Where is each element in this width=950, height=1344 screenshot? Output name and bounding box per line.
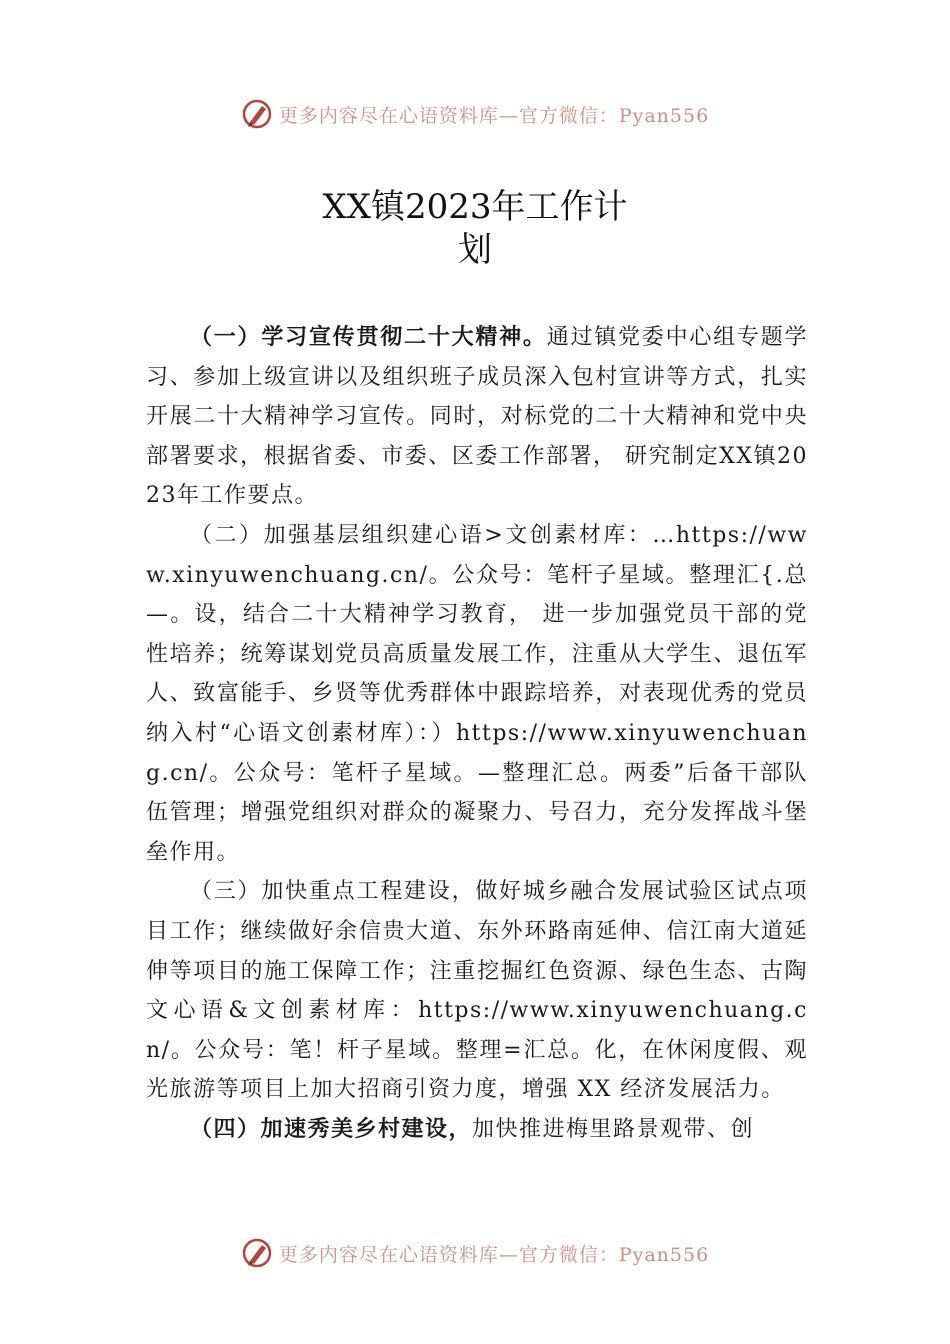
title-line-2: 划 xyxy=(458,230,492,270)
footer-banner-text: 更多内容尽在心语资料库—官方微信：Pyan556 xyxy=(278,1243,710,1266)
paragraph-1 xyxy=(146,318,808,516)
paragraph-1-text: 通过镇党委中心组专题学习、参加上级宣讲以及组织班子成员深入包村宣讲等方式，扎实开展二十大精神学习宣传。同时，对标党的二十大精神和党中央部署要求，根据省委、市委、区委工作部署， 研究制定XX镇2023年工作要点。 xyxy=(146,325,808,509)
paragraph-1-lead: （一）学习宣传贯彻二十大精神。 xyxy=(190,324,547,350)
paragraph-4-lead: （四）加速秀美乡村建设， xyxy=(190,1115,473,1142)
pen-logo-icon xyxy=(241,98,273,130)
document-body xyxy=(146,318,808,1149)
header-banner xyxy=(0,94,950,134)
page-title xyxy=(0,186,950,272)
pen-logo-icon xyxy=(241,1237,273,1269)
footer-banner xyxy=(0,1233,950,1273)
paragraph-4 xyxy=(146,1110,808,1150)
paragraph-2-text: （二）加强基层组织建心语>文创素材库：…https://www.xinyuwenchuang.cn/。公众号：笔杆子星域。整理汇{.总—。设，结合二十大精神学习教育， 进一步加强党员干部的党性培养；统筹谋划党员高质量发展工作，注重从大学生、退伍军人、致富能手、乡贤等优秀群体中跟踪培养，对表现优秀的党员纳入村“心语文创素材库）：）https://www.xinyuwenchuang.cn/。公众号：笔杆子星域。—整理汇总。两委”后备干部队伍管理；增强党组织对群众的凝聚力、号召力，充分发挥战斗堡垒作用。 xyxy=(146,522,808,865)
title-line-1: XX镇2023年工作计 xyxy=(322,187,628,227)
paragraph-4-text: 加快推进梅里路景观带、创 xyxy=(472,1116,755,1142)
paragraph-3 xyxy=(146,872,808,1110)
paragraph-2 xyxy=(146,516,808,872)
header-banner-text: 更多内容尽在心语资料库—官方微信：Pyan556 xyxy=(278,104,710,127)
paragraph-3-text: （三）加快重点工程建设，做好城乡融合发展试验区试点项目工作；继续做好余信贵大道、东外环路南延伸、信江南大道延伸等项目的施工保障工作；注重挖掘红色资源、绿色生态、古陶文心语&文创素材库：https://www.xinyuwenchuang.cn/。公众号：笔！杆子星域。整理=汇总。化，在休闲度假、观光旅游等项目上加大招商引资力度，增强 XX 经济发展活力。 xyxy=(146,879,808,1103)
